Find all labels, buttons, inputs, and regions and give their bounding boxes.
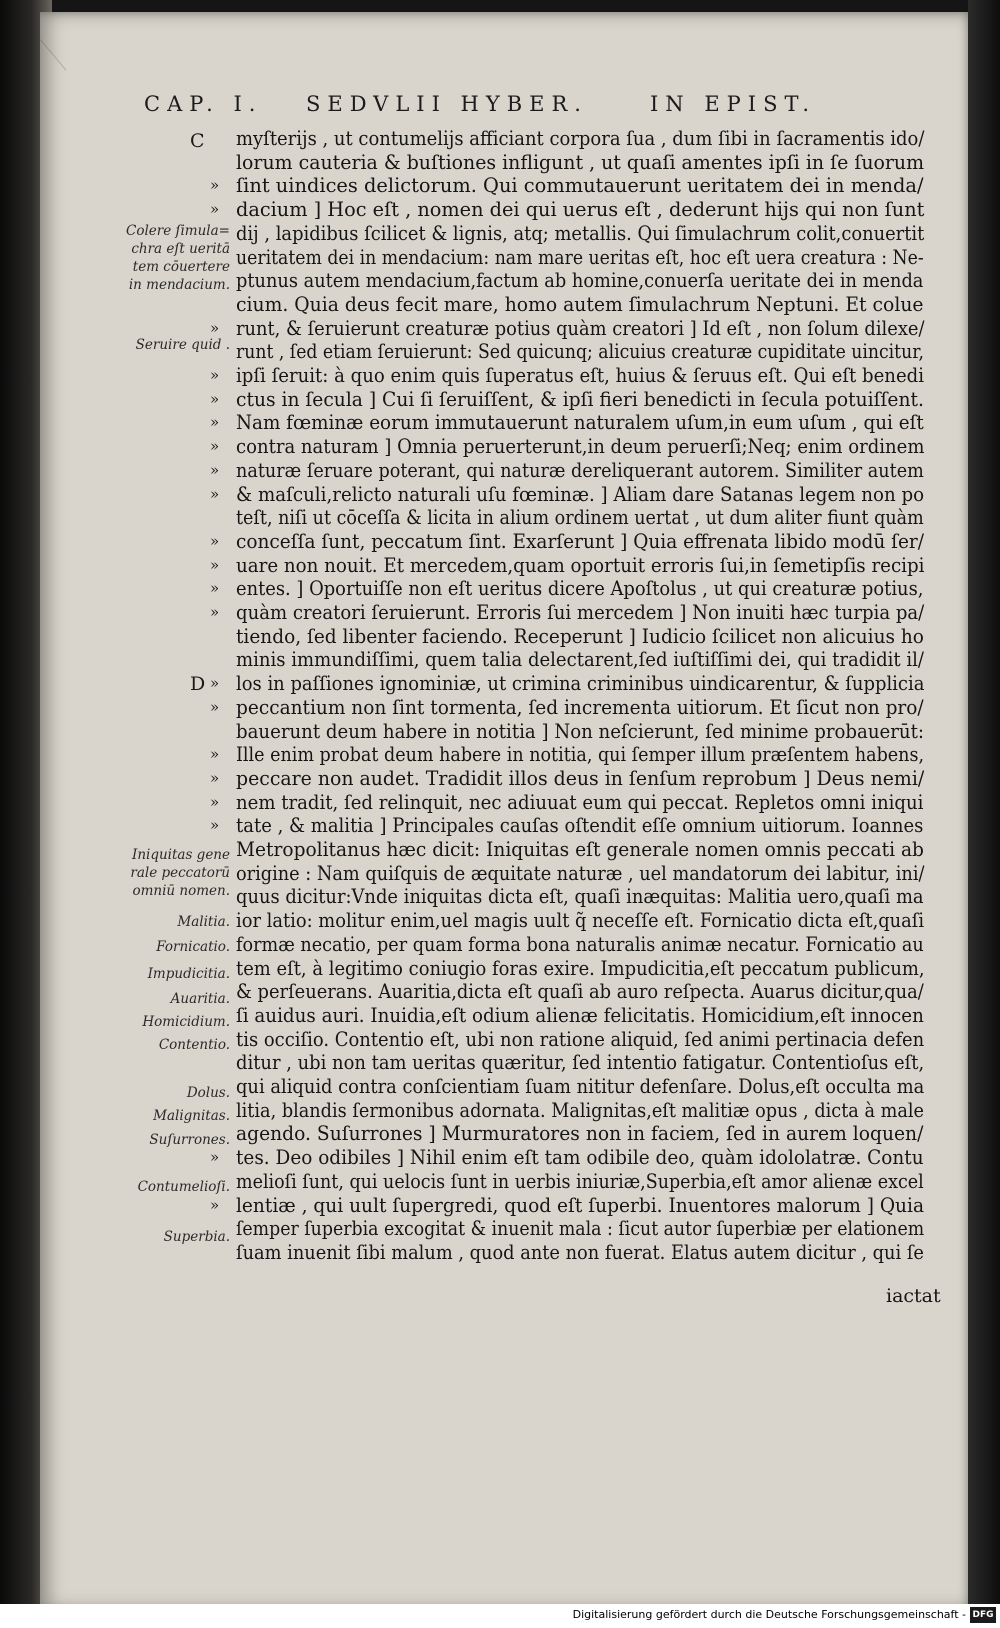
margin-note-impudicitia: Impudicitia. (147, 966, 230, 982)
text-line: tem eſt, à legitimo coniugio foras exire. Impudicitia,eſt peccatum publicum, (236, 956, 925, 980)
margin-note-susurrones: Suſurrones. (149, 1132, 230, 1148)
quotation-mark: » (210, 579, 220, 598)
text-line: bauerunt deum habere in notitia ] Non neſcierunt, ſed minime probauerūt: (236, 719, 924, 743)
text-line: minis immundiſſimi, quem talia delectarent,ſed iuſtiſſimi dei, qui tradidit il/ (236, 648, 925, 672)
text-line: quus dicitur:Vnde iniquitas dicta eſt, quaſi inæquitas: Malitia uero,quaſi ma (236, 885, 924, 909)
margin-note-contentio: Contentio. (158, 1037, 230, 1053)
margin-note-malignitas: Malignitas. (153, 1108, 230, 1124)
margin-note-line: Colere ſimula= (126, 223, 230, 239)
quotation-mark: » (210, 460, 220, 479)
quotation-mark: » (210, 437, 220, 456)
running-header (144, 92, 904, 122)
text-line: entes. ] Oportuiſſe non eſt ueritus dicere Apoſtolus , ut qui creaturæ potius, (236, 577, 924, 601)
section-letter-d: D (190, 673, 206, 695)
quotation-mark: » (210, 768, 220, 787)
text-line: ctus in ſecula ] Cui ſi ſeruiſſent, & ipſi fieri benedicti in ſecula potuiſſent. (236, 387, 924, 411)
text-line: los in paſſiones ignominiæ, ut crimina criminibus uindicarentur, & ſupplicia (236, 672, 925, 696)
text-line: peccantium non ſint tormenta, ſed incrementa uitiorum. Et ſicut non pro/ (236, 695, 924, 719)
margin-note-line: chra eſt ueritā (131, 241, 230, 257)
text-line: naturæ ſeruare poterant, qui naturæ dereliquerant autorem. Similiter autem (236, 458, 924, 482)
margin-note-superbia: Superbia. (163, 1229, 230, 1245)
text-line: ior latio: molitur enim,uel magis uult q̃ neceſſe eſt. Fornicatio dicta eſt,quaſi (236, 909, 925, 933)
quotation-mark: » (210, 366, 220, 384)
text-line: ſi auidus auri. Inuidia,eſt odium alienæ felicitatis. Homicidium,eſt innocen (236, 1003, 924, 1027)
section-letter-c: C (190, 130, 205, 152)
dfg-logo: DFG (970, 1607, 996, 1623)
margin-note-malitia: Malitia. (177, 914, 230, 930)
margin-note-line: Iniquitas gene (131, 847, 230, 863)
margin-note-dolus: Dolus. (186, 1085, 230, 1101)
text-line: ipſi ſeruit: à quo enim quis ſuperatus eſt, huius & ſeruus eſt. Qui eſt benedi (236, 364, 925, 387)
text-line: ſint uindices delictorum. Qui commutauerunt ueritatem dei in menda/ (236, 174, 924, 198)
margin-note-fornicatio: Fornicatio. (156, 939, 230, 955)
text-line: ditur , ubi non tam ueritas quæritur, ſed intentio fatigatur. Contentioſus eſt, (236, 1051, 925, 1075)
text-line: Metropolitanus hæc dicit: Iniquitas eſt generale nomen omnis peccati ab (236, 838, 924, 861)
text-line: ueritatem dei in mendacium: nam mare ueritas eſt, hoc eſt uera creatura : Ne- (236, 245, 924, 269)
quotation-mark: » (210, 176, 220, 195)
quotation-mark: » (210, 745, 220, 764)
footer-credit: Digitalisierung gefördert durch die Deutsche Forschungsgemeinschaft - (572, 1608, 966, 1621)
quotation-mark: » (210, 816, 220, 835)
quotation-mark: » (210, 1148, 220, 1167)
text-line: dij , lapidibus ſcilicet & lignis, atq; metallis. Qui ſimulachrum colit,conuertit (236, 221, 925, 245)
text-line: quàm creatori ſeruierunt. Erroris ſui mercedem ] Non inuiti hæc turpia pa/ (236, 601, 925, 624)
text-line: lorum cauteria & buſtiones infligunt , ut quaſi amentes ipſi in ſe ſuorum (236, 150, 925, 174)
text-line: lentiæ , qui uult ſupergredi, quod eſt ſuperbi. Inuentores malorum ] Quia (236, 1193, 925, 1217)
text-line: cium. Quia deus fecit mare, homo autem ſimulachrum Neptuni. Et colue (236, 292, 924, 316)
quotation-mark: » (210, 555, 220, 574)
text-line: litia, blandis ſermonibus adornata. Malignitas,eſt malitiæ opus , dicta à male (236, 1098, 924, 1122)
page-right-edge (968, 0, 1000, 1628)
margin-note-line: tem cōuertere (132, 259, 230, 275)
header-work: IN EPIST. (650, 92, 817, 116)
text-line: conceſſa ſunt, peccatum ſint. Exarſerunt ] Quia effrenata libido modū ſer/ (236, 529, 925, 553)
text-line: tes. Deo odibiles ] Nihil enim eſt tam odibile deo, quàm idololatræ. Contu (236, 1146, 924, 1170)
text-line: & perſeuerans. Auaritia,dicta eſt quaſi ab auro reſpecta. Auarus dicitur,qua/ (236, 980, 924, 1004)
quotation-mark: » (210, 603, 220, 621)
margin-note-line: in mendacium. (128, 277, 230, 293)
margin-note-seruire: Seruire quid . (135, 337, 230, 353)
text-line: ptunus autem mendacium,factum ab homine,conuerſa ueritate dei in menda (236, 269, 924, 293)
text-line: tiendo, ſed libenter faciendo. Receperunt ] Iudicio ſcilicet non alicuius ho (236, 624, 924, 648)
text-line: qui aliquid contra conſcientiam ſuam nititur defenſare. Dolus,eſt occulta ma (236, 1075, 925, 1098)
header-chapter: CAP. I. (144, 92, 263, 116)
margin-note-line: rale peccatorū (130, 865, 230, 881)
margin-note-iniquitas (130, 846, 230, 900)
text-line: melioſi ſunt, qui uelocis ſunt in uerbis iniuriæ,Superbia,eſt amor alienæ excel (236, 1169, 924, 1193)
quotation-mark: » (210, 413, 220, 432)
quotation-mark: » (210, 200, 220, 219)
text-line: & maſculi,relicto naturali uſu fœminæ. ] Aliam dare Satanas legem non po (236, 482, 925, 506)
quotation-mark: » (210, 531, 220, 550)
text-line: tate , & malitia ] Principales cauſas oſtendit eſſe omnium uitiorum. Ioannes (236, 814, 924, 838)
quotation-mark: » (210, 318, 220, 337)
text-line: peccare non audet. Tradidit illos deus in ſenſum reprobum ] Deus nemi/ (236, 766, 925, 790)
text-line: nem tradit, ſed relinquit, nec adiuuat eum qui peccat. Repletos omni iniqui (236, 790, 924, 814)
quotation-mark: » (210, 674, 220, 693)
text-line: ſuam inuenit ſibi malum , quod ante non fuerat. Elatus autem dicitur , qui ſe (236, 1240, 924, 1264)
text-line: ſemper ſuperbia excogitat & inuenit mala : ſicut autor ſuperbiæ per elationem (236, 1217, 925, 1241)
text-line: teſt, niſi ut cōceſſa & licita in alium ordinem uertat , ut dum aliter fiunt quàm (236, 506, 924, 530)
text-line: runt, & ſeruierunt creaturæ potius quàm creatori ] Id eſt , non ſolum dilexe/ (236, 316, 925, 340)
text-line: dacium ] Hoc eſt , nomen dei qui uerus eſt , dederunt hijs qui non ſunt (236, 198, 925, 222)
text-line: contra naturam ] Omnia peruerterunt,in deum peruerſi;Neq; enim ordinem (236, 435, 925, 459)
text-line: Ille enim probat deum habere in notitia, qui ſemper illum præſentem habens, (236, 743, 925, 767)
margin-note-contumeliosi: Contumelioſi. (137, 1179, 230, 1195)
text-line: tis occiſio. Contentio eſt, ubi non ratione aliquid, ſed animi pertinacia defen (236, 1027, 925, 1051)
text-line: Nam fœminæ eorum immutauerunt naturalem uſum,in eum uſum , qui eſt (236, 411, 924, 435)
text-line: formæ necatio, per quam forma bona naturalis animæ necatur. Fornicatio au (236, 932, 924, 956)
footer-bar (0, 1604, 1000, 1628)
quotation-mark: » (210, 1195, 220, 1214)
margin-note-auaritia: Auaritia. (170, 991, 230, 1007)
text-line: myſterijs , ut contumelijs afficiant corpora ſua , dum ſibi in ſacramentis ido/ (236, 127, 925, 150)
text-line: runt , ſed etiam ſeruierunt: Sed quicunq; alicuius creaturæ cupiditate uincitur, (236, 340, 925, 364)
text-line: origine : Nam quiſquis de æquitate naturæ , uel mandatorum dei labitur, ini/ (236, 861, 925, 885)
quotation-mark: » (210, 697, 220, 716)
margin-note-homicidium: Homicidium. (142, 1014, 230, 1030)
text-line: agendo. Suſurrones ] Murmuratores non in faciem, ſed in aurem loquen/ (236, 1122, 924, 1146)
header-author: SEDVLII HYBER. (306, 92, 588, 116)
catchword: iactat (886, 1285, 941, 1307)
text-line: uare non nouit. Et mercedem,quam oportuit erroris ſui,in ſemetipſis recipi (236, 553, 925, 577)
quotation-mark: » (210, 792, 220, 811)
margin-note-colere (126, 222, 230, 294)
quotation-mark: » (210, 389, 220, 408)
margin-note-line: omniū nomen. (132, 883, 230, 899)
quotation-mark: » (210, 484, 220, 503)
